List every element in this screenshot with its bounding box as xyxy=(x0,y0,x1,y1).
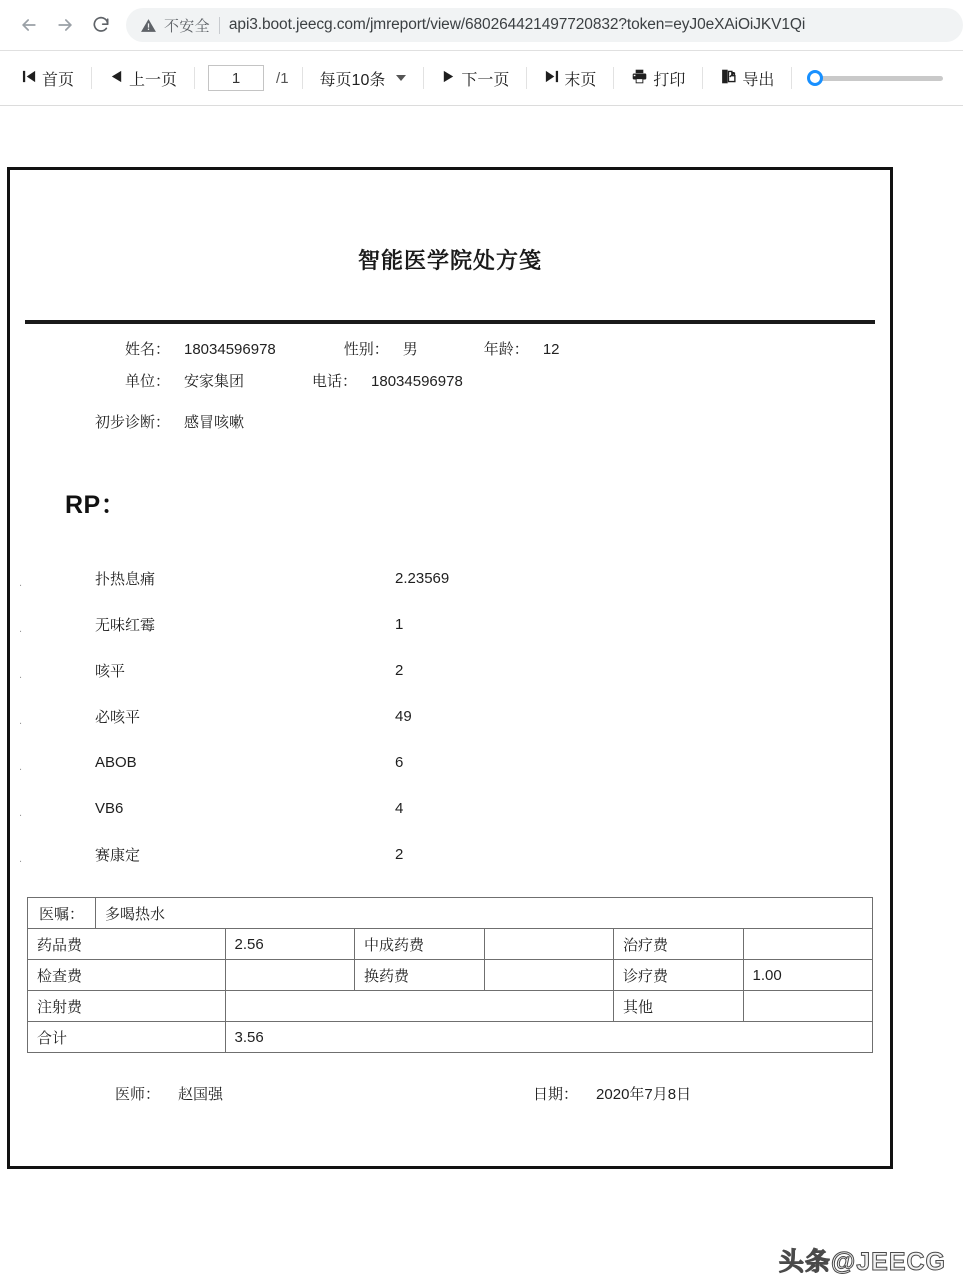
drug-name: 必咳平 xyxy=(95,708,141,726)
url-text[interactable]: api3.boot.jeecg.com/jmreport/view/680264421497720832?token=eyJ0eXAiOiJKV1Qi xyxy=(228,16,806,33)
security-status-label: 不安全 xyxy=(164,17,210,35)
diagnosis-fee-label: 诊疗费 xyxy=(614,960,744,991)
phone-label: 电话： xyxy=(312,373,358,390)
next-page-button[interactable] xyxy=(437,60,513,96)
phone-field xyxy=(312,370,463,391)
warning-triangle-icon xyxy=(140,17,157,34)
age-value: 12 xyxy=(542,341,560,358)
omnibox-divider xyxy=(219,17,220,34)
exam-fee-value xyxy=(225,960,355,991)
phone-value: 18034596978 xyxy=(371,373,463,390)
total-fee-value: 3.56 xyxy=(225,1022,873,1053)
zoom-slider-thumb[interactable] xyxy=(807,70,823,86)
reload-icon[interactable] xyxy=(86,10,116,40)
drug-name: 无味红霉 xyxy=(95,616,156,634)
toolbar-divider xyxy=(302,67,303,89)
forward-icon[interactable] xyxy=(50,10,80,40)
chevron-down-icon xyxy=(396,75,406,81)
drug-bullet: . xyxy=(19,715,23,727)
other-fee-label: 其他 xyxy=(614,991,744,1022)
page-title: 智能医学院处方笺 xyxy=(357,248,542,273)
fee-table xyxy=(27,897,873,1053)
dressing-fee-value xyxy=(484,960,614,991)
toolbar-divider xyxy=(791,67,792,89)
export-button[interactable] xyxy=(716,60,778,96)
page-size-select[interactable] xyxy=(316,60,411,96)
drug-row xyxy=(10,601,890,647)
age-label: 年龄： xyxy=(483,341,529,358)
name-value: 18034596978 xyxy=(184,341,276,358)
name-label: 姓名： xyxy=(124,341,170,358)
drug-bullet: . xyxy=(19,577,23,589)
drug-bullet: . xyxy=(19,669,23,681)
drug-row xyxy=(10,555,890,601)
export-label: 导出 xyxy=(742,71,775,89)
drug-quantity: 2.23569 xyxy=(395,569,450,587)
print-button[interactable] xyxy=(627,60,689,96)
drug-name: ABOB xyxy=(95,753,137,771)
treatment-fee-value xyxy=(743,929,873,960)
advice-label: 医嘱： xyxy=(28,898,96,929)
next-page-icon xyxy=(441,69,456,88)
last-page-button[interactable] xyxy=(540,60,600,96)
first-page-icon xyxy=(22,69,37,88)
drug-row xyxy=(10,785,890,831)
prev-page-icon xyxy=(109,69,124,88)
prescription-footer xyxy=(10,1083,890,1104)
printer-icon xyxy=(631,68,648,89)
first-page-label: 首页 xyxy=(42,71,75,89)
gender-field xyxy=(344,338,418,359)
unit-value: 安家集团 xyxy=(184,373,245,390)
rp-heading: RP： xyxy=(65,491,127,519)
table-row xyxy=(28,898,873,929)
drug-quantity: 2 xyxy=(395,845,404,863)
table-row xyxy=(28,929,873,960)
browser-chrome xyxy=(0,0,963,50)
drug-bullet: . xyxy=(19,761,23,773)
date-label: 日期： xyxy=(533,1086,579,1103)
toolbar-divider xyxy=(91,67,92,89)
other-fee-value xyxy=(743,991,873,1022)
page-number-input[interactable] xyxy=(208,65,264,91)
toolbar-divider xyxy=(194,67,195,89)
table-row xyxy=(28,991,873,1022)
drug-list xyxy=(10,555,890,877)
drug-quantity: 4 xyxy=(395,799,404,817)
prev-page-button[interactable] xyxy=(105,60,181,96)
next-page-label: 下一页 xyxy=(461,71,510,89)
patient-info-block xyxy=(10,324,890,443)
drug-bullet: . xyxy=(19,623,23,635)
treatment-fee-label: 治疗费 xyxy=(614,929,744,960)
doctor-value: 赵国强 xyxy=(178,1086,224,1103)
table-row xyxy=(28,960,873,991)
diagnosis-label: 初步诊断： xyxy=(94,414,170,431)
patient-info-row-2 xyxy=(10,370,890,402)
drug-name: 咳平 xyxy=(95,662,126,680)
diagnosis-fee-value: 1.00 xyxy=(743,960,873,991)
unit-label: 单位： xyxy=(124,373,170,390)
table-row xyxy=(28,1022,873,1053)
drug-fee-label: 药品费 xyxy=(28,929,226,960)
drug-row xyxy=(10,693,890,739)
drug-name: VB6 xyxy=(95,799,124,817)
gender-value: 男 xyxy=(402,341,418,358)
drug-fee-value: 2.56 xyxy=(225,929,355,960)
toolbar-divider xyxy=(526,67,527,89)
toolbar-divider xyxy=(702,67,703,89)
patient-info-row-1 xyxy=(10,338,890,370)
drug-row xyxy=(10,831,890,877)
total-fee-label: 合计 xyxy=(28,1022,226,1053)
doctor-label: 医师： xyxy=(115,1086,161,1103)
drug-name: 赛康定 xyxy=(95,846,141,864)
drug-row xyxy=(10,739,890,785)
drug-name: 扑热息痛 xyxy=(95,570,156,588)
injection-fee-value xyxy=(225,991,614,1022)
injection-fee-label: 注射费 xyxy=(28,991,226,1022)
date-field xyxy=(533,1083,691,1104)
exam-fee-label: 检查费 xyxy=(28,960,226,991)
drug-bullet: . xyxy=(19,807,23,819)
dressing-fee-label: 换药费 xyxy=(355,960,485,991)
patent-drug-fee-label: 中成药费 xyxy=(355,929,485,960)
date-value: 2020年7月8日 xyxy=(596,1086,692,1103)
prev-page-label: 上一页 xyxy=(129,71,178,89)
watermark: 头条@JEECG xyxy=(778,1248,946,1276)
toolbar-divider xyxy=(613,67,614,89)
diagnosis-value: 感冒咳嗽 xyxy=(184,414,245,431)
advice-value: 多喝热水 xyxy=(96,898,873,929)
drug-quantity: 49 xyxy=(395,707,412,725)
last-page-icon xyxy=(544,69,559,88)
print-label: 打印 xyxy=(653,71,686,89)
gender-label: 性别： xyxy=(343,341,389,358)
drug-quantity: 1 xyxy=(395,615,404,633)
drug-bullet: . xyxy=(19,853,23,865)
drug-quantity: 6 xyxy=(395,753,404,771)
export-icon xyxy=(720,68,737,89)
report-toolbar xyxy=(0,50,963,106)
address-bar[interactable] xyxy=(126,8,963,42)
zoom-slider[interactable] xyxy=(809,76,963,81)
page-size-label: 每页10条 xyxy=(319,71,386,89)
report-canvas xyxy=(0,106,963,1284)
back-icon[interactable] xyxy=(14,10,44,40)
age-field xyxy=(484,338,560,359)
patient-info-row-3 xyxy=(10,411,890,443)
drug-quantity: 2 xyxy=(395,661,404,679)
patent-drug-fee-value xyxy=(484,929,614,960)
drug-row xyxy=(10,647,890,693)
first-page-button[interactable] xyxy=(18,60,78,96)
page-total-label: /1 xyxy=(276,69,289,87)
zoom-slider-track[interactable] xyxy=(809,76,943,81)
last-page-label: 末页 xyxy=(564,71,597,89)
prescription-page xyxy=(7,167,893,1169)
toolbar-divider xyxy=(423,67,424,89)
